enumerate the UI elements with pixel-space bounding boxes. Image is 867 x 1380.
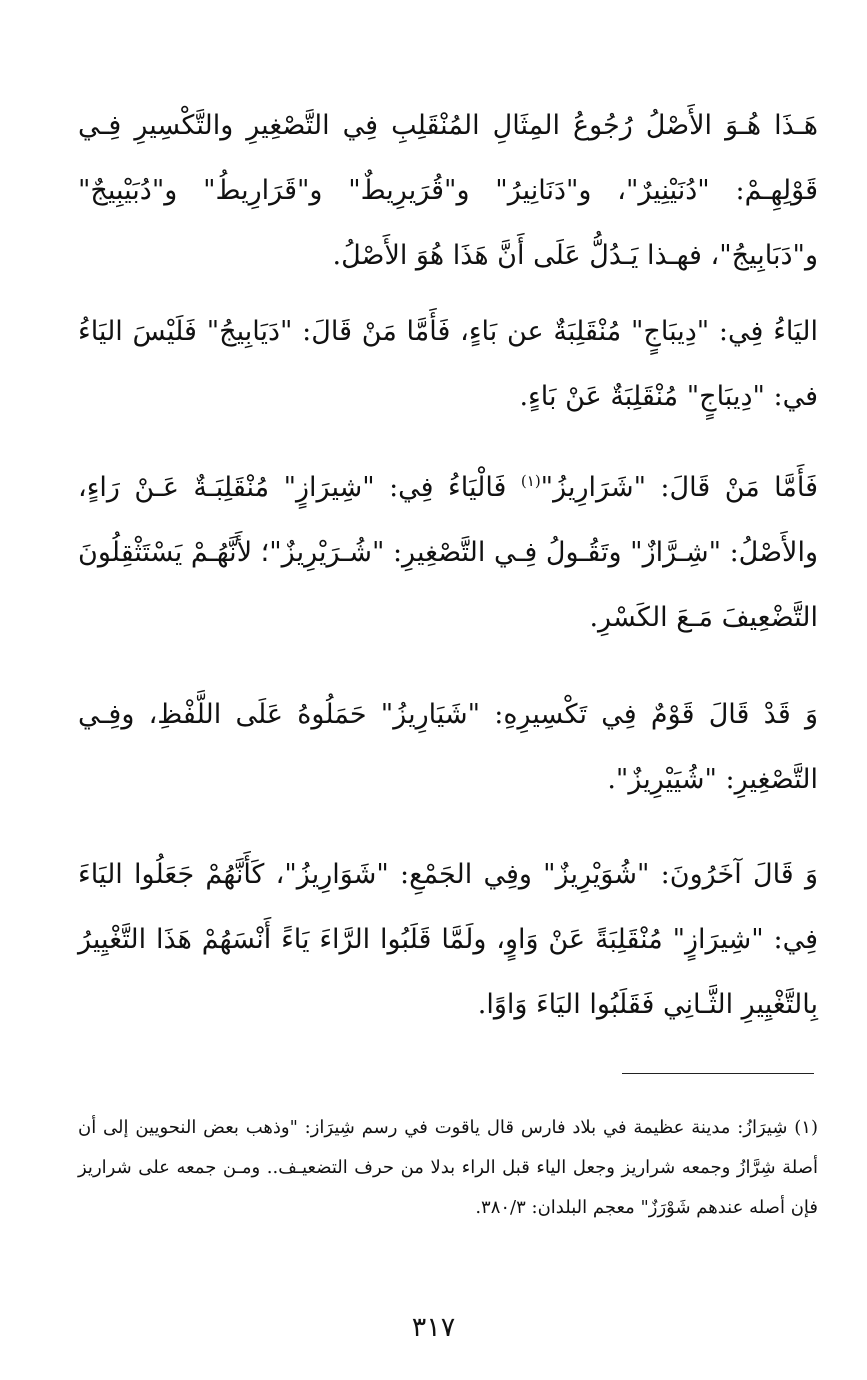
paragraph-5: وَ قَالَ آخَرُونَ: "شُوَيْرِيزٌ" وفِي الجَمْعِ: "شَوَارِيزُ"، كَأَنَّهُمْ جَعَلُوا اليَاءَ فِي: "شِيرَازٍ" مُنْقَلِبَةً عَنْ وَاوٍ، ولَمَّا قَلَبُوا الرَّاءَ يَاءً أَنْسَهُمْ هَذَا التَّغْيِيرُ بِالتَّغْيِيرِ الثَّـانِي فَقَلَبُوا اليَاءَ وَاوًا. — [78, 859, 818, 1020]
paragraph-3 — [78, 455, 818, 650]
paragraph-1: هَـذَا هُـوَ الأَصْلُ رُجُوعُ المِثَالِ المُنْقَلِبِ فِي التَّصْغِيرِ والتَّكْسِيرِ فِـي قَوْلِهِـمْ: "دُنَيْنِيرٌ"، و"دَنَانِيرُ" و"قُرَيرِيطٌ" و"قَرَارِيطُ" و"دُبَيْبِيجٌ" و"دَبَابِيجُ"، فهـذا يَـدُلُّ عَلَى أَنَّ هَذَا هُوَ الأَصْلُ. — [78, 110, 818, 271]
paragraph-2: اليَاءُ فِي: "دِيبَاجٍ" مُنْقَلِبَةٌ عن بَاءٍ، فَأَمَّا مَنْ قَالَ: "دَيَابِيجُ" فَلَيْسَ اليَاءُ في: "دِيبَاجٍ" مُنْقَلِبَةٌ عَنْ بَاءٍ. — [78, 316, 818, 412]
footnote: (١) شِيرَازُ: مدينة عظيمة في بلاد فارس قال ياقوت في رسم شِيرَاز: "وذهب بعض النحويين إلى أن أصلة شِرَّازُ وجمعه شراريز وجعل الياء قبل الراء بدلا من حرف التضعيـف.. ومـن جمعه على شراريز فإن أصله عندهم شَوْرَزٌ" معجم البلدان: ٣٨٠/٣. — [78, 1117, 818, 1218]
footnote-separator — [622, 1073, 814, 1074]
page-number: ٣١٧ — [411, 1312, 456, 1343]
paragraph-3-text-start: فَأَمَّا مَنْ قَالَ: "شَرَارِيزُ" — [540, 472, 818, 503]
footnote-reference[interactable]: (١) — [520, 472, 541, 490]
paragraph-4: وَ قَدْ قَالَ قَوْمٌ فِي تَكْسِيرِهِ: "شَيَارِيزُ" حَمَلُوهُ عَلَى اللَّفْظِ، وفِـي التَّصْغِيرِ: "شُيَيْرِيزٌ". — [78, 699, 818, 795]
paragraph-3-text-end: فَالْيَاءُ فِي: "شِيرَازٍ" مُنْقَلِبَـةٌ عَـنْ رَاءٍ، والأَصْلُ: "شِـرَّازٌ" وتَقُـولُ فِـي التَّصْغِيرِ: "شُـرَيْرِيزٌ"؛ لأَنَّهُـمْ يَسْتَثْقِلُونَ التَّضْعِيفَ مَـعَ الكَسْرِ. — [78, 472, 818, 633]
